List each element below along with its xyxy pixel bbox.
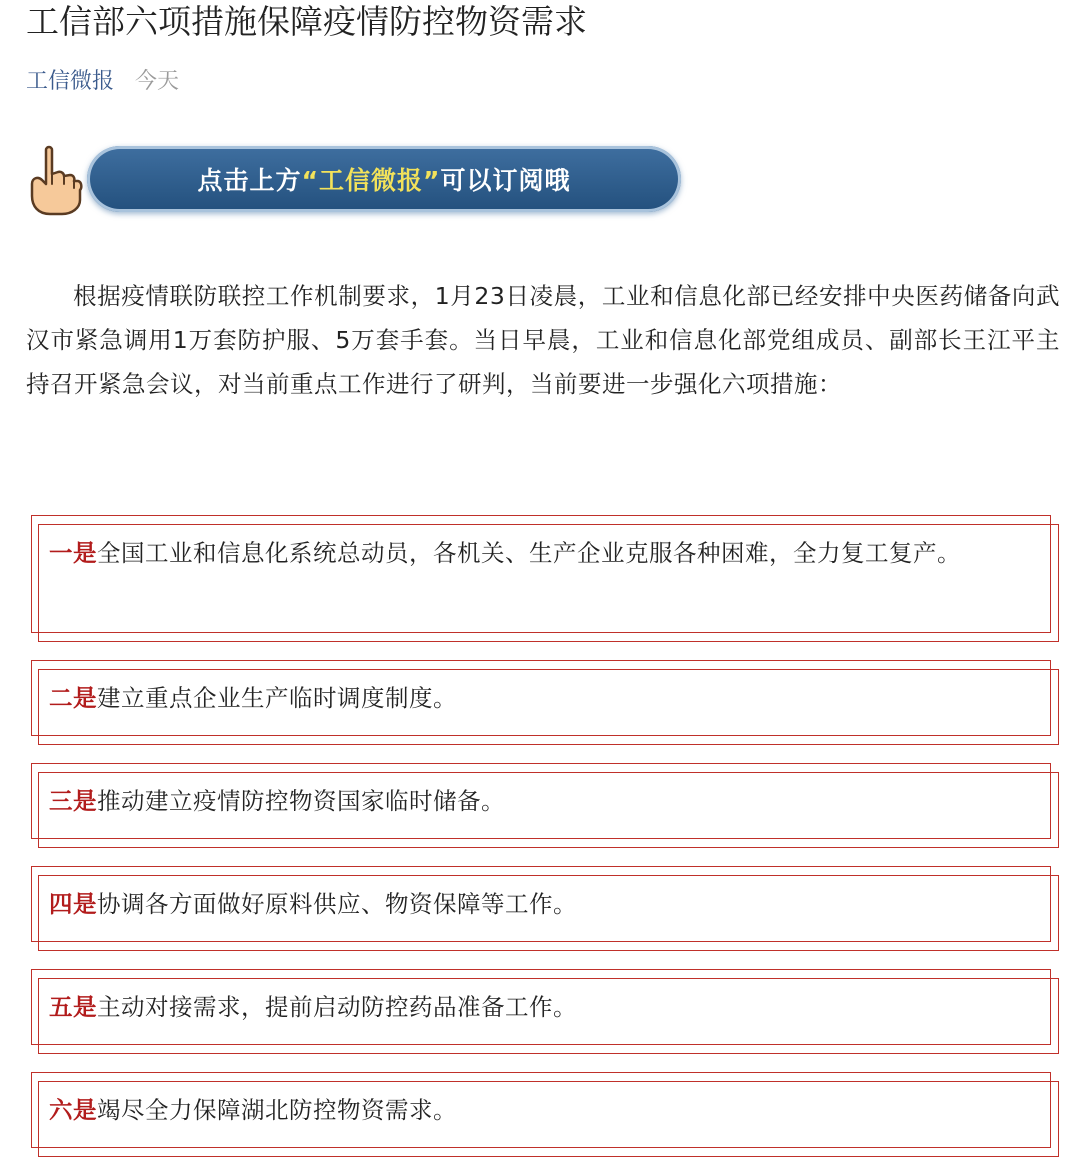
measure-lead: 三是 <box>49 787 97 815</box>
measure-text: 推动建立疫情防控物资国家临时储备。 <box>97 787 505 815</box>
measure-text: 建立重点企业生产临时调度制度。 <box>97 684 457 712</box>
measure-item-5 <box>31 969 1051 1045</box>
measure-lead: 二是 <box>49 684 97 712</box>
publish-date: 今天 <box>135 69 180 94</box>
measure-text: 协调各方面做好原料供应、物资保障等工作。 <box>97 890 577 918</box>
measure-lead: 六是 <box>49 1096 97 1124</box>
measure-lead: 五是 <box>49 993 97 1021</box>
subscribe-banner[interactable] <box>24 140 684 220</box>
measure-item-6 <box>31 1072 1051 1148</box>
measure-item-3 <box>31 763 1051 839</box>
measure-content <box>49 779 1033 823</box>
measure-item-1 <box>31 515 1051 633</box>
measure-text: 主动对接需求，提前启动防控药品准备工作。 <box>97 993 577 1021</box>
pointing-hand-icon <box>24 144 84 216</box>
subscribe-text: 点击上方“工信微报”可以订阅哦 <box>197 166 571 195</box>
intro-paragraph: 根据疫情联防联控工作机制要求，1月23日凌晨，工业和信息化部已经安排中央医药储备向武汉市紧急调用1万套防护服、5万套手套。当日早晨，工业和信息化部党组成员、副部长王江平主持召开紧急会议，对当前重点工作进行了研判，当前要进一步强化六项措施： <box>26 282 1060 398</box>
measure-content <box>49 676 1033 720</box>
measure-lead: 一是 <box>49 539 97 567</box>
measure-item-2 <box>31 660 1051 736</box>
measure-content <box>49 531 1033 575</box>
measure-text: 竭尽全力保障湖北防控物资需求。 <box>97 1096 457 1124</box>
author-link[interactable]: 工信微报 <box>26 69 115 94</box>
measure-lead: 四是 <box>49 890 97 918</box>
measure-item-4 <box>31 866 1051 942</box>
measure-text: 全国工业和信息化系统总动员，各机关、生产企业克服各种困难，全力复工复产。 <box>97 539 961 567</box>
article-title: 工信部六项措施保障疫情防控物资需求 <box>26 2 587 41</box>
measure-content <box>49 985 1033 1029</box>
subscribe-button[interactable] <box>87 146 681 212</box>
article-meta <box>26 66 179 98</box>
measure-content <box>49 1088 1033 1132</box>
measure-content <box>49 882 1033 926</box>
